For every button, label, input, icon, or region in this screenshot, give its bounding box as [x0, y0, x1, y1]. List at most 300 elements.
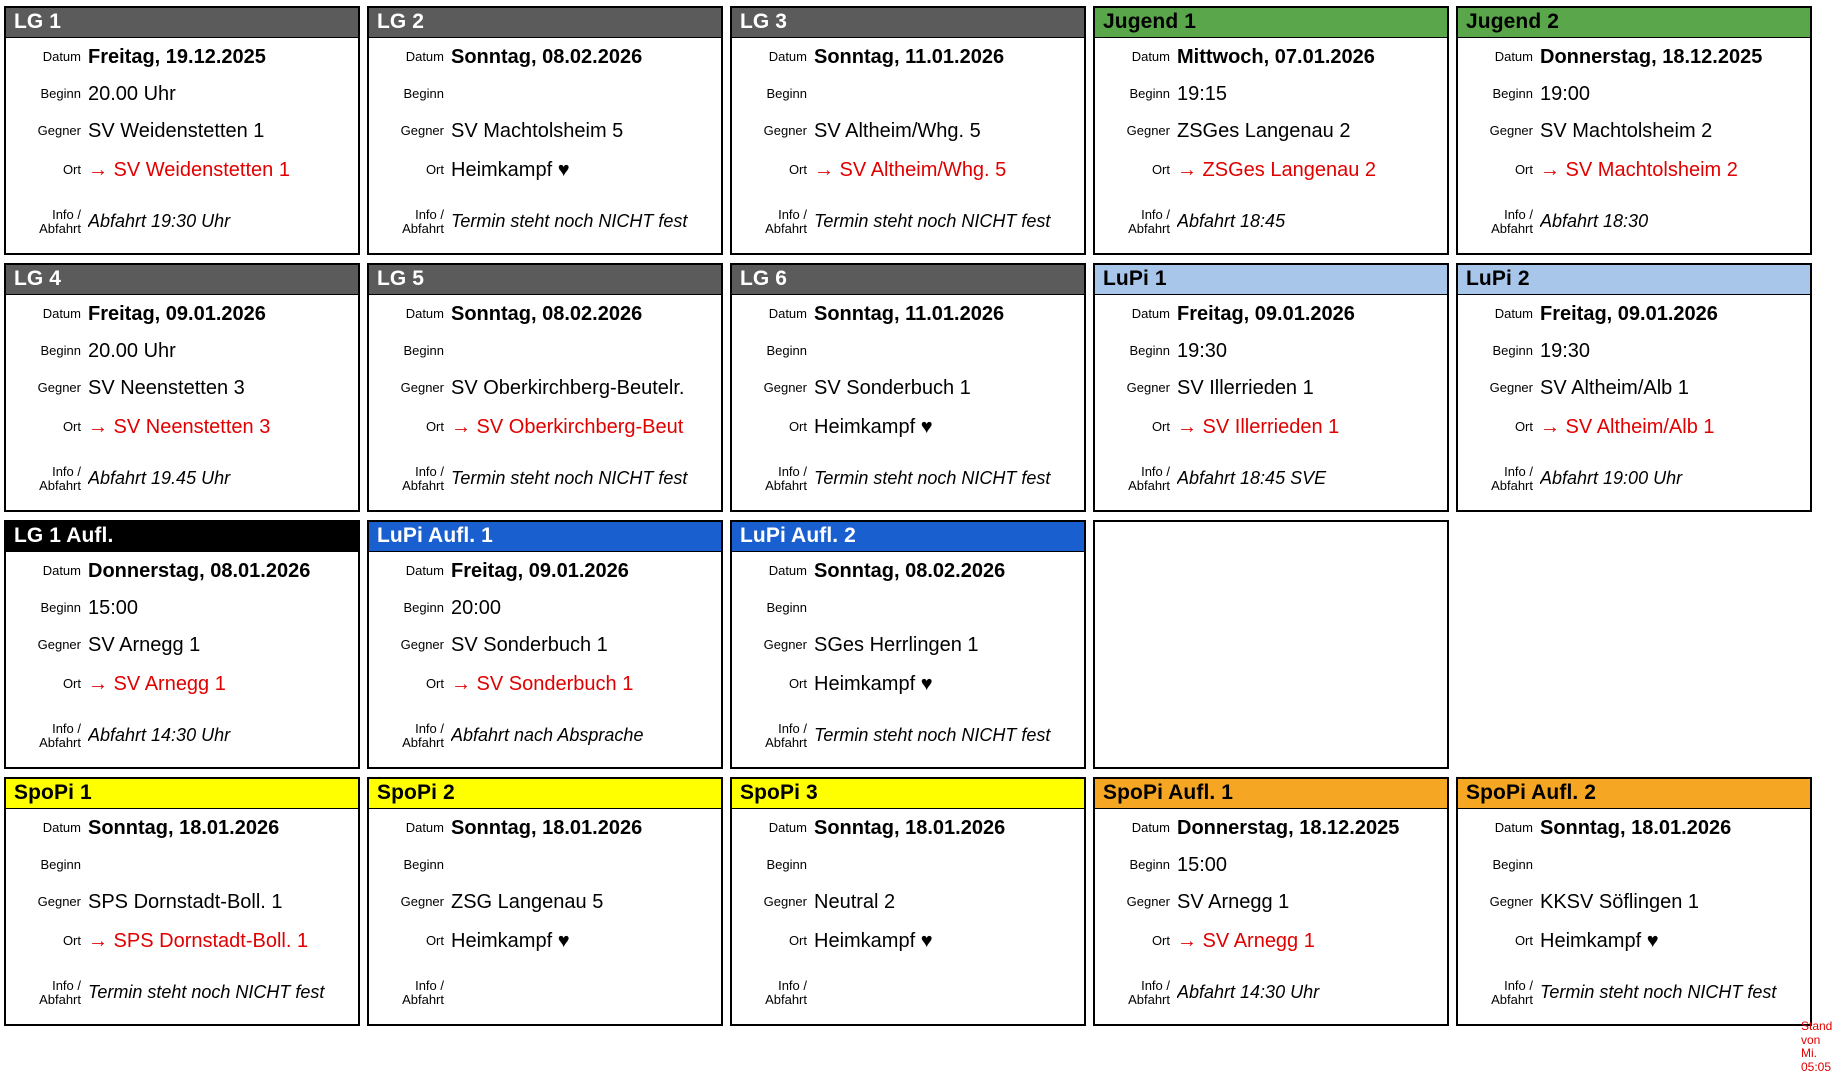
- fixture-opponent-row: [6, 626, 358, 664]
- fixture-date: Freitag, 09.01.2026: [1540, 302, 1718, 325]
- label-datum: Datum: [42, 49, 81, 65]
- label-info-abfahrt: Info / Abfahrt: [39, 720, 81, 750]
- fixture-card: [4, 263, 360, 512]
- fixture-card: [367, 263, 723, 512]
- fixture-opponent: SV Arnegg 1: [1177, 890, 1290, 913]
- fixture-date: Donnerstag, 08.01.2026: [88, 559, 311, 582]
- fixture-card: [4, 777, 360, 1026]
- label-datum: Datum: [405, 820, 444, 836]
- fixture-opponent-row: [6, 883, 358, 921]
- label-beginn: Beginn: [766, 343, 807, 359]
- fixture-fields: [732, 295, 1084, 510]
- label-info-abfahrt: Info / Abfahrt: [1128, 463, 1170, 493]
- fixture-location-row: [732, 150, 1084, 190]
- label-beginn: Beginn: [403, 857, 444, 873]
- label-beginn: Beginn: [40, 343, 81, 359]
- fixture-start-time-row: [732, 333, 1084, 369]
- fixture-card: [367, 777, 723, 1026]
- label-gegner: Gegner: [400, 123, 444, 139]
- label-gegner: Gegner: [763, 637, 807, 653]
- fixture-cell: [730, 520, 1086, 769]
- fixture-cell: [4, 520, 360, 769]
- fixture-title: Jugend 2: [1458, 8, 1810, 38]
- fixture-date: Sonntag, 08.02.2026: [814, 559, 1006, 582]
- fixture-opponent-row: [732, 883, 1084, 921]
- fixture-title: LG 3: [732, 8, 1084, 38]
- fixture-card: [1456, 263, 1812, 512]
- label-datum: Datum: [42, 563, 81, 579]
- label-info-abfahrt: Info / Abfahrt: [1491, 463, 1533, 493]
- fixture-card: [730, 777, 1086, 1026]
- fixture-fields: [369, 38, 721, 253]
- fixture-date: Sonntag, 11.01.2026: [814, 302, 1005, 325]
- label-datum: Datum: [1131, 306, 1170, 322]
- label-datum: Datum: [768, 306, 807, 322]
- label-datum: Datum: [405, 49, 444, 65]
- fixture-fields: [732, 552, 1084, 767]
- fixture-title: LG 6: [732, 265, 1084, 295]
- fixture-location-row: [369, 664, 721, 704]
- fixture-info-row: [1458, 447, 1810, 510]
- fixture-fields: [1095, 809, 1447, 1024]
- fixture-location-row: [6, 150, 358, 190]
- fixture-opponent: SV Arnegg 1: [88, 633, 201, 656]
- fixture-title: LG 1: [6, 8, 358, 38]
- label-datum: Datum: [42, 820, 81, 836]
- label-beginn: Beginn: [40, 600, 81, 616]
- fixture-opponent: SV Altheim/Alb 1: [1540, 376, 1689, 399]
- fixture-info: Abfahrt nach Absprache: [451, 725, 644, 746]
- label-ort: Ort: [1151, 162, 1170, 178]
- label-info-abfahrt: Info / Abfahrt: [765, 206, 807, 236]
- fixture-info: Termin steht noch NICHT fest: [814, 468, 1051, 489]
- fixture-cell: [367, 777, 723, 1026]
- fixture-location: Heimkampf ♥: [814, 929, 933, 952]
- fixture-date-row: [732, 552, 1084, 590]
- fixture-date-row: [1458, 295, 1810, 333]
- label-gegner: Gegner: [400, 380, 444, 396]
- fixture-location: Heimkampf ♥: [814, 415, 933, 438]
- fixture-date-row: [6, 295, 358, 333]
- label-gegner: Gegner: [37, 894, 81, 910]
- label-info-abfahrt: Info / Abfahrt: [765, 977, 807, 1007]
- fixture-location-row: [1095, 921, 1447, 961]
- fixture-start-time-row: [369, 590, 721, 626]
- fixture-info-row: [6, 961, 358, 1024]
- fixture-info-row: [732, 447, 1084, 510]
- fixture-fields: [369, 552, 721, 767]
- fixture-opponent: ZSG Langenau 5: [451, 890, 604, 913]
- fixture-start-time-row: [369, 76, 721, 112]
- fixture-card: [1093, 6, 1449, 255]
- label-ort: Ort: [788, 676, 807, 692]
- fixture-date-row: [1458, 809, 1810, 847]
- fixture-cell: [367, 263, 723, 512]
- fixture-location-row: [369, 407, 721, 447]
- label-info-abfahrt: Info / Abfahrt: [39, 977, 81, 1007]
- fixture-title: LuPi Aufl. 2: [732, 522, 1084, 552]
- fixture-date-row: [6, 809, 358, 847]
- fixture-card: [1456, 6, 1812, 255]
- fixture-start-time-row: [732, 590, 1084, 626]
- label-gegner: Gegner: [400, 894, 444, 910]
- fixture-fields: [1095, 38, 1447, 253]
- label-gegner: Gegner: [37, 123, 81, 139]
- label-datum: Datum: [768, 563, 807, 579]
- fixture-fields: [1458, 38, 1810, 253]
- fixture-title: LG 2: [369, 8, 721, 38]
- label-info-abfahrt: Info / Abfahrt: [402, 206, 444, 236]
- fixture-start-time-row: [1095, 847, 1447, 883]
- fixture-start-time-row: [6, 590, 358, 626]
- fixture-start-time-row: [1095, 76, 1447, 112]
- label-beginn: Beginn: [1129, 857, 1170, 873]
- fixture-opponent-row: [6, 112, 358, 150]
- fixture-info-row: [369, 704, 721, 767]
- label-ort: Ort: [425, 419, 444, 435]
- fixture-date-row: [6, 38, 358, 76]
- fixture-info-row: [6, 704, 358, 767]
- fixture-location: → SV Sonderbuch 1: [451, 672, 634, 695]
- label-datum: Datum: [405, 306, 444, 322]
- fixture-start-time-row: [1458, 847, 1810, 883]
- fixture-cell: [730, 777, 1086, 1026]
- label-beginn: Beginn: [766, 600, 807, 616]
- label-beginn: Beginn: [403, 86, 444, 102]
- fixture-fields: [6, 38, 358, 253]
- fixture-location: → SV Oberkirchberg-Beut: [451, 415, 684, 438]
- fixture-cell: [4, 6, 360, 255]
- fixture-start-time-row: [6, 76, 358, 112]
- fixture-info-row: [1095, 961, 1447, 1024]
- label-gegner: Gegner: [1126, 894, 1170, 910]
- fixture-date-row: [369, 809, 721, 847]
- fixture-title: SpoPi 1: [6, 779, 358, 809]
- label-ort: Ort: [1151, 933, 1170, 949]
- fixture-location-row: [6, 407, 358, 447]
- fixture-start-time-row: [732, 76, 1084, 112]
- label-info-abfahrt: Info / Abfahrt: [1128, 206, 1170, 236]
- fixture-opponent: SV Sonderbuch 1: [451, 633, 608, 656]
- fixture-fields: [6, 295, 358, 510]
- label-gegner: Gegner: [763, 123, 807, 139]
- fixture-info-row: [1095, 447, 1447, 510]
- label-ort: Ort: [62, 933, 81, 949]
- fixture-info: Termin steht noch NICHT fest: [814, 725, 1051, 746]
- fixture-info-row: [732, 704, 1084, 767]
- fixture-date: Freitag, 09.01.2026: [451, 559, 629, 582]
- fixture-date: Sonntag, 18.01.2026: [1540, 816, 1732, 839]
- label-gegner: Gegner: [37, 380, 81, 396]
- fixture-info: Abfahrt 14:30 Uhr: [88, 725, 231, 746]
- fixture-opponent-row: [732, 112, 1084, 150]
- fixture-card: [4, 6, 360, 255]
- label-beginn: Beginn: [1129, 343, 1170, 359]
- label-gegner: Gegner: [37, 637, 81, 653]
- fixture-date: Freitag, 19.12.2025: [88, 45, 266, 68]
- fixture-card: [367, 6, 723, 255]
- fixture-opponent: SV Machtolsheim 5: [451, 119, 624, 142]
- fixture-start-time-row: [369, 333, 721, 369]
- fixture-info-row: [732, 190, 1084, 253]
- fixture-fields: [1458, 295, 1810, 510]
- fixture-info: Termin steht noch NICHT fest: [814, 211, 1051, 232]
- fixture-location: → SV Arnegg 1: [88, 672, 226, 695]
- fixture-date: Sonntag, 11.01.2026: [814, 45, 1005, 68]
- fixture-info-row: [369, 190, 721, 253]
- fixture-title: LuPi 2: [1458, 265, 1810, 295]
- fixture-start-time-row: [1095, 333, 1447, 369]
- label-beginn: Beginn: [40, 86, 81, 102]
- fixture-location: Heimkampf ♥: [451, 929, 570, 952]
- fixture-opponent: SGes Herrlingen 1: [814, 633, 979, 656]
- fixture-date: Freitag, 09.01.2026: [88, 302, 266, 325]
- fixture-info: Abfahrt 18:45: [1177, 211, 1286, 232]
- fixture-info-row: [1095, 190, 1447, 253]
- fixture-cell: [1456, 263, 1812, 512]
- label-ort: Ort: [1514, 419, 1533, 435]
- fixture-start-time: 20.00 Uhr: [88, 82, 176, 105]
- label-info-abfahrt: Info / Abfahrt: [1128, 977, 1170, 1007]
- fixture-location-row: [6, 921, 358, 961]
- fixture-opponent-row: [369, 626, 721, 664]
- fixture-date-row: [732, 38, 1084, 76]
- fixture-location: Heimkampf ♥: [451, 158, 570, 181]
- fixture-cell: [1456, 520, 1812, 769]
- fixture-info: Abfahrt 14:30 Uhr: [1177, 982, 1320, 1003]
- fixture-start-time: 19:30: [1177, 339, 1228, 362]
- status-timestamp: [1801, 1020, 1841, 1074]
- fixture-start-time: 15:00: [88, 596, 139, 619]
- fixture-cell: [367, 520, 723, 769]
- fixture-location: Heimkampf ♥: [1540, 929, 1659, 952]
- fixture-location: → ZSGes Langenau 2: [1177, 158, 1377, 181]
- fixture-info: Abfahrt 19.45 Uhr: [88, 468, 231, 489]
- fixture-start-time: 20.00 Uhr: [88, 339, 176, 362]
- label-datum: Datum: [768, 49, 807, 65]
- fixture-location: → SV Altheim/Whg. 5: [814, 158, 1007, 181]
- label-ort: Ort: [1151, 419, 1170, 435]
- fixture-date-row: [732, 295, 1084, 333]
- fixture-opponent-row: [1095, 369, 1447, 407]
- label-beginn: Beginn: [1492, 86, 1533, 102]
- label-datum: Datum: [405, 563, 444, 579]
- label-ort: Ort: [788, 933, 807, 949]
- label-gegner: Gegner: [1489, 380, 1533, 396]
- fixture-opponent-row: [6, 369, 358, 407]
- label-ort: Ort: [62, 419, 81, 435]
- fixture-date-row: [1095, 809, 1447, 847]
- label-gegner: Gegner: [1489, 123, 1533, 139]
- fixture-opponent-row: [1458, 883, 1810, 921]
- fixture-date-row: [1095, 295, 1447, 333]
- fixture-title: Jugend 1: [1095, 8, 1447, 38]
- label-datum: Datum: [1494, 820, 1533, 836]
- fixture-start-time: 15:00: [1177, 853, 1228, 876]
- label-info-abfahrt: Info / Abfahrt: [402, 977, 444, 1007]
- label-beginn: Beginn: [403, 343, 444, 359]
- fixture-cell: [1093, 520, 1449, 769]
- fixture-opponent-row: [1095, 883, 1447, 921]
- label-gegner: Gegner: [763, 894, 807, 910]
- fixture-opponent: KKSV Söflingen 1: [1540, 890, 1699, 913]
- label-info-abfahrt: Info / Abfahrt: [1491, 977, 1533, 1007]
- label-datum: Datum: [1131, 820, 1170, 836]
- fixture-info: Termin steht noch NICHT fest: [451, 211, 688, 232]
- fixture-start-time-row: [6, 333, 358, 369]
- fixture-info-row: [1458, 190, 1810, 253]
- label-ort: Ort: [425, 162, 444, 178]
- label-beginn: Beginn: [766, 857, 807, 873]
- fixture-date-row: [6, 552, 358, 590]
- fixture-start-time-row: [1458, 76, 1810, 112]
- fixture-info: Abfahrt 18:45 SVE: [1177, 468, 1327, 489]
- label-beginn: Beginn: [40, 857, 81, 873]
- label-datum: Datum: [1494, 306, 1533, 322]
- fixture-title: SpoPi Aufl. 2: [1458, 779, 1810, 809]
- label-ort: Ort: [425, 933, 444, 949]
- fixture-info-row: [369, 961, 721, 1024]
- fixture-cell: [367, 6, 723, 255]
- label-beginn: Beginn: [1492, 343, 1533, 359]
- fixture-info: Termin steht noch NICHT fest: [1540, 982, 1777, 1003]
- fixture-opponent-row: [1458, 369, 1810, 407]
- label-info-abfahrt: Info / Abfahrt: [39, 463, 81, 493]
- fixture-info: Abfahrt 18:30: [1540, 211, 1649, 232]
- label-gegner: Gegner: [763, 380, 807, 396]
- fixture-date-row: [1458, 38, 1810, 76]
- fixture-card: [1093, 777, 1449, 1026]
- fixture-date: Freitag, 09.01.2026: [1177, 302, 1355, 325]
- label-info-abfahrt: Info / Abfahrt: [765, 720, 807, 750]
- fixture-info-row: [6, 190, 358, 253]
- fixture-card: [4, 520, 360, 769]
- label-ort: Ort: [425, 676, 444, 692]
- fixture-card: [367, 520, 723, 769]
- label-info-abfahrt: Info / Abfahrt: [765, 463, 807, 493]
- fixture-cell: [4, 263, 360, 512]
- fixture-location: Heimkampf ♥: [814, 672, 933, 695]
- fixture-date-row: [732, 809, 1084, 847]
- fixture-date: Sonntag, 08.02.2026: [451, 45, 643, 68]
- fixture-title: LG 1 Aufl.: [6, 522, 358, 552]
- fixture-cell: [4, 777, 360, 1026]
- fixture-fields: [732, 809, 1084, 1024]
- fixture-location-row: [732, 921, 1084, 961]
- fixture-title: LG 4: [6, 265, 358, 295]
- fixture-opponent-row: [369, 369, 721, 407]
- fixture-location: → SV Arnegg 1: [1177, 929, 1315, 952]
- fixture-location-row: [732, 664, 1084, 704]
- fixture-card: [730, 520, 1086, 769]
- label-beginn: Beginn: [1129, 86, 1170, 102]
- fixture-info: Termin steht noch NICHT fest: [88, 982, 325, 1003]
- fixture-info-row: [6, 447, 358, 510]
- fixture-opponent: SV Oberkirchberg-Beutelr.: [451, 376, 685, 399]
- fixture-start-time: 19:15: [1177, 82, 1228, 105]
- label-gegner: Gegner: [1126, 380, 1170, 396]
- fixture-location-row: [1458, 921, 1810, 961]
- fixture-start-time: 19:00: [1540, 82, 1591, 105]
- fixture-opponent-row: [732, 369, 1084, 407]
- fixture-opponent-row: [1095, 112, 1447, 150]
- fixture-date: Sonntag, 18.01.2026: [814, 816, 1006, 839]
- fixture-opponent: SV Illerrieden 1: [1177, 376, 1314, 399]
- fixture-card: [730, 6, 1086, 255]
- label-gegner: Gegner: [1126, 123, 1170, 139]
- fixture-title: SpoPi 2: [369, 779, 721, 809]
- fixture-opponent: SV Machtolsheim 2: [1540, 119, 1713, 142]
- fixture-opponent-row: [369, 883, 721, 921]
- fixture-location: → SV Neenstetten 3: [88, 415, 271, 438]
- fixture-fields: [369, 809, 721, 1024]
- fixture-title: SpoPi Aufl. 1: [1095, 779, 1447, 809]
- fixture-info: Abfahrt 19:00 Uhr: [1540, 468, 1683, 489]
- fixture-date-row: [369, 295, 721, 333]
- fixture-title: LuPi Aufl. 1: [369, 522, 721, 552]
- fixture-start-time-row: [1458, 333, 1810, 369]
- fixture-opponent: SPS Dornstadt-Boll. 1: [88, 890, 283, 913]
- fixture-title: SpoPi 3: [732, 779, 1084, 809]
- fixture-location-row: [6, 664, 358, 704]
- label-datum: Datum: [1131, 49, 1170, 65]
- fixture-date: Sonntag, 08.02.2026: [451, 302, 643, 325]
- fixture-fields: [369, 295, 721, 510]
- fixture-card-empty: [1093, 520, 1449, 769]
- fixture-opponent: SV Sonderbuch 1: [814, 376, 971, 399]
- fixture-cell: [1456, 777, 1812, 1026]
- fixture-location-row: [1095, 150, 1447, 190]
- fixture-date: Donnerstag, 18.12.2025: [1177, 816, 1400, 839]
- fixture-info-row: [732, 961, 1084, 1024]
- status-line-4: 05:05: [1801, 1059, 1832, 1074]
- fixture-date: Sonntag, 18.01.2026: [88, 816, 280, 839]
- fixture-date-row: [1095, 38, 1447, 76]
- label-ort: Ort: [788, 162, 807, 178]
- fixture-location-row: [1095, 407, 1447, 447]
- fixture-opponent-row: [732, 626, 1084, 664]
- label-info-abfahrt: Info / Abfahrt: [402, 463, 444, 493]
- fixture-date: Mittwoch, 07.01.2026: [1177, 45, 1375, 68]
- fixture-fields: [6, 809, 358, 1024]
- fixture-fields: [6, 552, 358, 767]
- fixture-date: Donnerstag, 18.12.2025: [1540, 45, 1763, 68]
- fixture-info: Termin steht noch NICHT fest: [451, 468, 688, 489]
- fixture-opponent: Neutral 2: [814, 890, 896, 913]
- label-ort: Ort: [1514, 933, 1533, 949]
- fixture-fields: [1095, 295, 1447, 510]
- label-info-abfahrt: Info / Abfahrt: [402, 720, 444, 750]
- label-beginn: Beginn: [403, 600, 444, 616]
- fixture-title: LG 5: [369, 265, 721, 295]
- fixture-cell: [1456, 6, 1812, 255]
- fixture-title: LuPi 1: [1095, 265, 1447, 295]
- fixture-fields: [1458, 809, 1810, 1024]
- fixture-start-time: 20:00: [451, 596, 502, 619]
- fixture-info-row: [369, 447, 721, 510]
- label-beginn: Beginn: [766, 86, 807, 102]
- fixture-location-row: [732, 407, 1084, 447]
- label-ort: Ort: [788, 419, 807, 435]
- fixture-date-row: [369, 552, 721, 590]
- fixture-opponent-row: [369, 112, 721, 150]
- fixture-cell: [730, 263, 1086, 512]
- label-ort: Ort: [62, 162, 81, 178]
- fixture-opponent: ZSGes Langenau 2: [1177, 119, 1351, 142]
- fixture-location: → SV Machtolsheim 2: [1540, 158, 1738, 181]
- fixture-start-time: 19:30: [1540, 339, 1591, 362]
- label-ort: Ort: [1514, 162, 1533, 178]
